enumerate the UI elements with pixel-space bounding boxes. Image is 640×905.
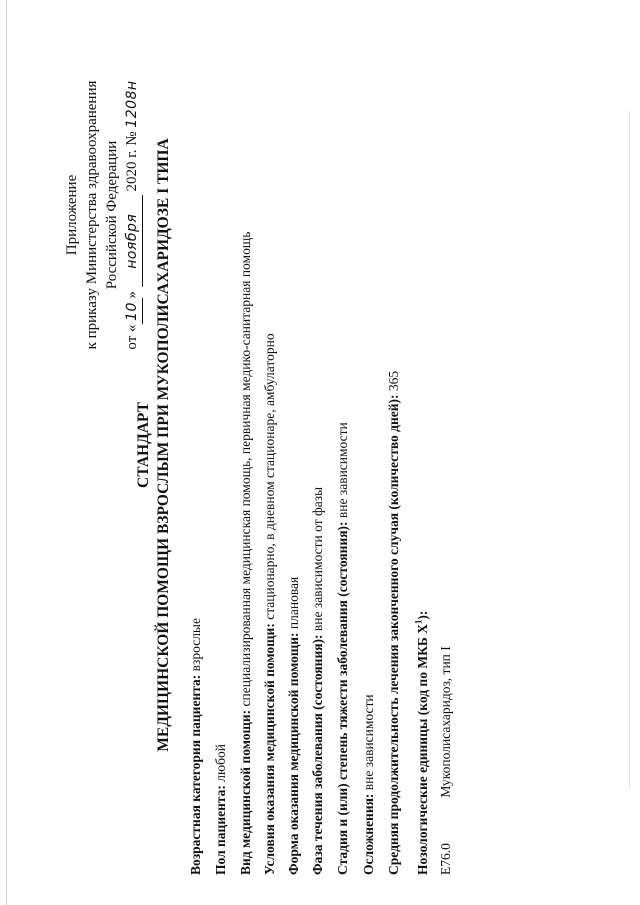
field-disease-stage: Стадия и (или) степень тяжести заболевания (состояния): вне зависимости (335, 422, 350, 875)
title-standard: СТАНДАРТ (135, 402, 152, 488)
appendix-title: Приложение (64, 174, 80, 256)
field-nosology-heading: Нозологические единицы (код по МКБ $Х^1$): (413, 610, 430, 875)
field-care-conditions: Условия оказания медицинской помощи: стационарно, в дневном стационаре, амбулаторно (262, 333, 277, 875)
field-care-form: Форма оказания медицинской помощи: плановая (286, 576, 301, 875)
field-sex: Пол пациента: любой (213, 744, 228, 875)
handwritten-month: ноября (122, 195, 143, 287)
field-disease-phase: Фаза течения заболевания (состояния): вне зависимости от фазы (310, 486, 325, 875)
nosology-row (438, 646, 454, 875)
handwritten-day: 10 (122, 298, 143, 324)
appendix-block (62, 45, 143, 385)
diagnosis-name: Мукополисахаридоз, тип I (438, 646, 453, 798)
document-title (134, 85, 174, 805)
date-mid: » (124, 290, 140, 299)
appendix-order-line: к приказу Министерства здравоохранения (84, 80, 100, 350)
date-prefix: от « (124, 324, 140, 350)
icd-code: E76.0 (438, 843, 453, 875)
field-age-category: Возрастная категория пациента: взрослые (188, 618, 203, 875)
appendix-federation-line: Российской Федерации (104, 140, 120, 290)
year-suffix: 2020 г. № (124, 131, 140, 192)
handwritten-order-number: 1208н (124, 80, 140, 128)
field-complications: Осложнения: вне зависимости (361, 694, 376, 875)
field-care-type: Вид медицинской помощи: специализированная медицинская помощь, первичная медико-санитарная помощь (238, 231, 253, 875)
title-subject: МЕДИЦИНСКОЙ ПОМОЩИ ВЗРОСЛЫМ ПРИ МУКОПОЛИСАХАРИДОЗЕ I ТИПА (155, 138, 172, 752)
field-treatment-duration: Средняя продолжительность лечения законченного случая (количество дней): 365 (386, 370, 401, 875)
